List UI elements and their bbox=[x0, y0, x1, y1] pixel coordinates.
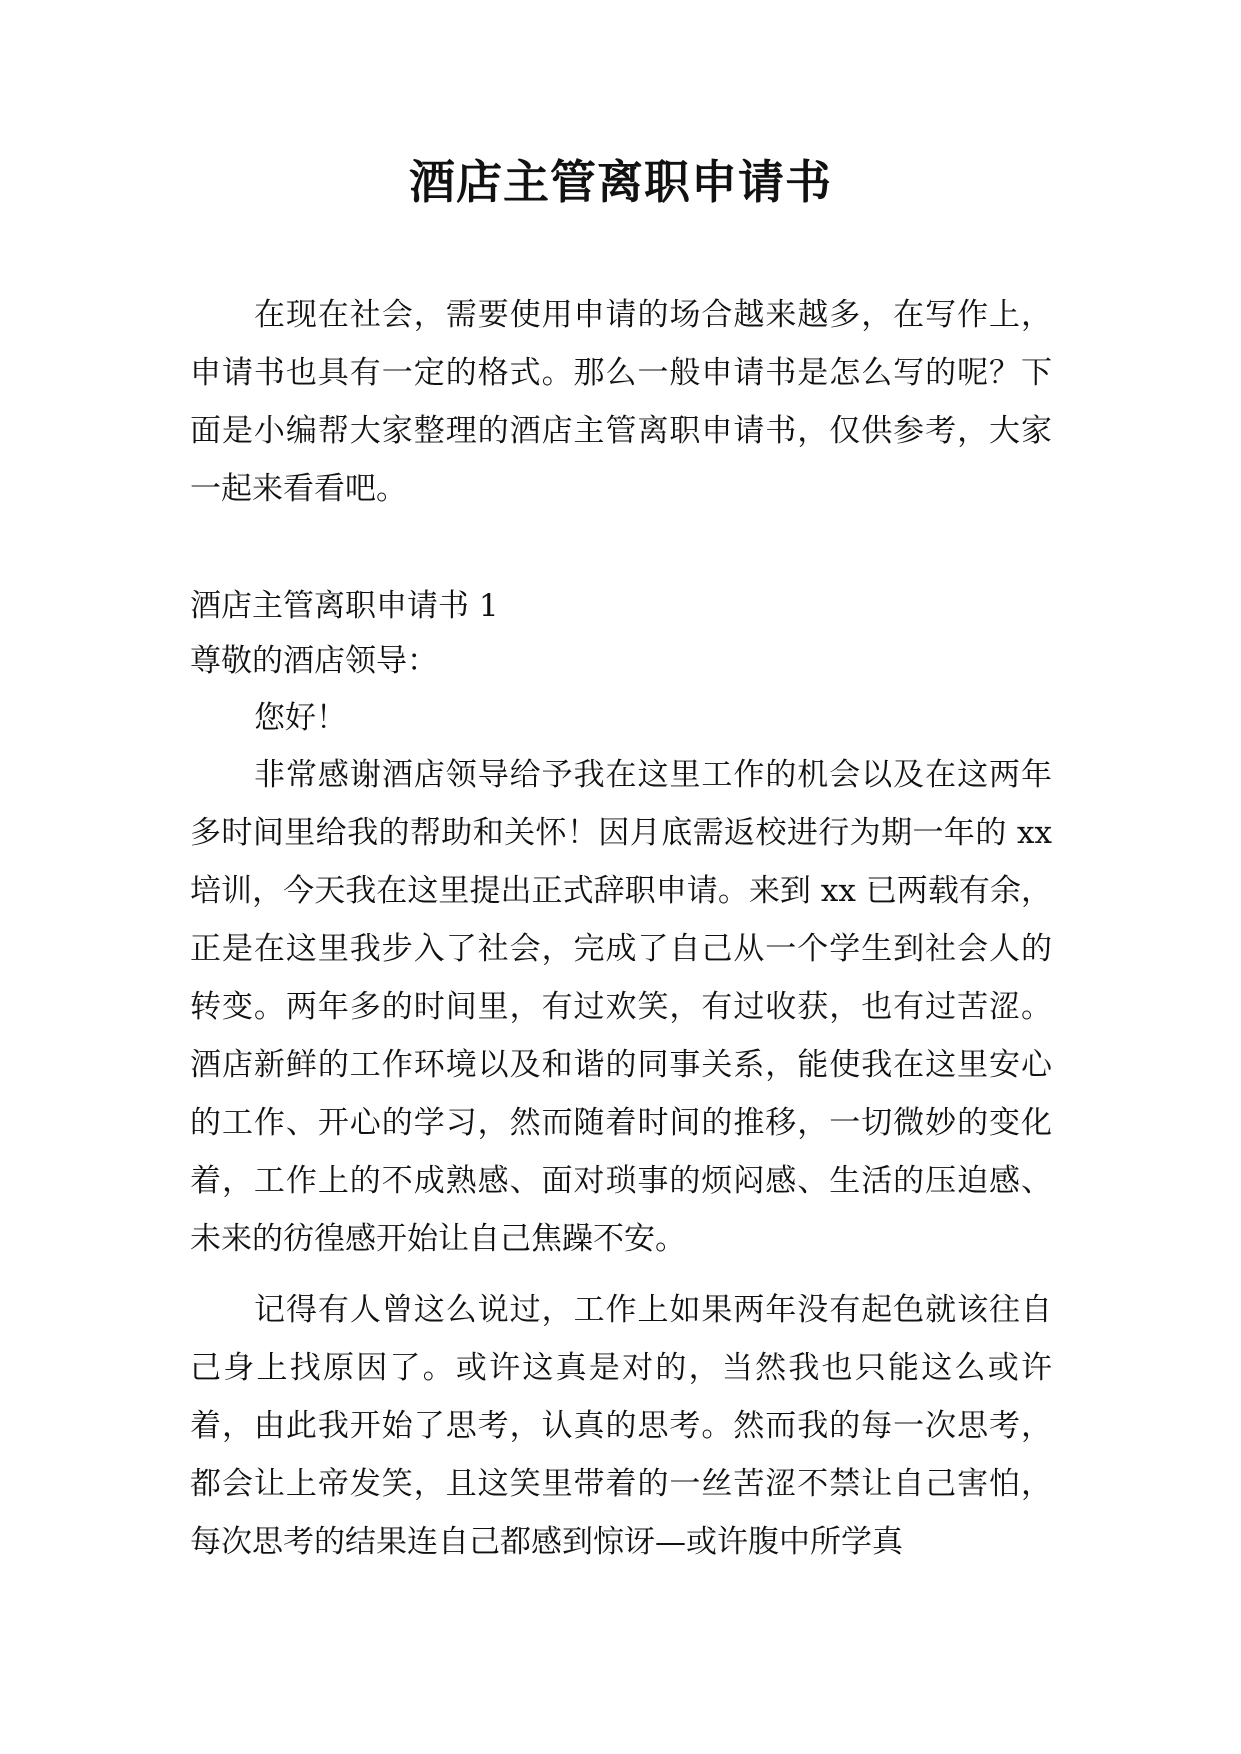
section-heading: 酒店主管离职申请书 1 bbox=[190, 588, 499, 624]
salutation-line: 尊敬的酒店领导： bbox=[190, 643, 438, 679]
document-title: 酒店主管离职申请书 bbox=[409, 155, 832, 209]
body-paragraph-1: 非常感谢酒店领导给予我在这里工作的机会以及在这两年多时间里给我的帮助和关怀！因月底需返校进行为期一年的 xx 培训，今天我在这里提出正式辞职申请。来到 xx 已两载有余，正是在这里我步入了社会，完成了自己从一个学生到社会人的转变。两年多的时间里，有过欢笑，有过收获，也有过苦涩。酒店新鲜的工作环境以及和谐的同事关系，能使我在这里安心的工作、开心的学习，然而随着时间的推移，一切微妙的变化着，工作上的不成熟感、面对琐事的烦闷感、生活的压迫感、未来的彷徨感开始让自己焦躁不安。 bbox=[190, 757, 1052, 1257]
greeting-line: 您好！ bbox=[254, 700, 347, 736]
intro-paragraph: 在现在社会，需要使用申请的场合越来越多，在写作上，申请书也具有一定的格式。那么一般申请书是怎么写的呢？下面是小编帮大家整理的酒店主管离职申请书，仅供参考，大家一起来看看吧。 bbox=[190, 297, 1052, 507]
body-paragraph-2: 记得有人曾这么说过，工作上如果两年没有起色就该往自己身上找原因了。或许这真是对的，当然我也只能这么或许着，由此我开始了思考，认真的思考。然而我的每一次思考，都会让上帝发笑，且这笑里带着的一丝苦涩不禁让自己害怕，每次思考的结果连自己都感到惊讶—或许腹中所学真 bbox=[190, 1292, 1052, 1560]
